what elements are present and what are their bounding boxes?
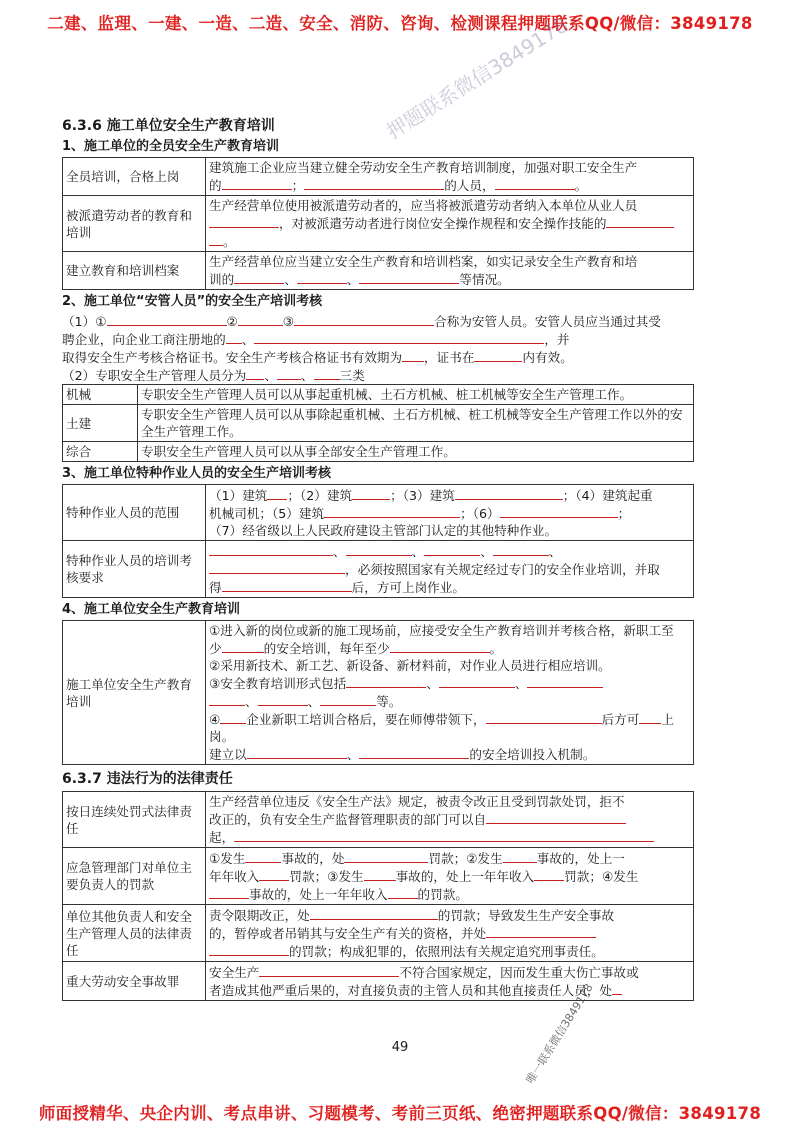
row-label: 被派遣劳动者的教育和培训 [63, 196, 206, 252]
document-page [62, 112, 694, 1001]
fill-blank [493, 542, 549, 556]
table-row [63, 485, 694, 541]
sub-4-title: 4、施工单位安全生产教育培训 [62, 602, 241, 617]
fill-blank [474, 348, 522, 362]
fill-blank [267, 486, 287, 500]
fill-blank [639, 710, 661, 724]
table-special-operators [62, 484, 694, 598]
fill-blank [209, 885, 249, 899]
fill-blank [352, 486, 390, 500]
fill-blank [234, 828, 654, 842]
fill-blank [344, 849, 428, 863]
table-legal-liability [62, 791, 694, 1001]
fill-blank [320, 692, 376, 706]
fill-blank [246, 366, 264, 380]
fill-blank [402, 348, 424, 362]
fill-blank [297, 270, 347, 284]
row-content: ①进入新的岗位或新的施工现场前，应接受安全生产教育培训并考核合格，新职工至 少 的安全培训，每年至少 。 ②采用新技术、新工艺、新设备、新材料前，对作业人员进行相应培训。 ③安全教育培训形式包括 、 、 、 、 等。 ④ 企业新职工培训合格后，要在师傅带领下， 后方可 上岗。 建立以 、 的安全培训投入机制。 [206, 621, 694, 765]
row-content: 生产经营单位使用被派遣劳动者的，应当将被派遣劳动者纳入本单位从业人员 ，对被派遣劳动者进行岗位安全操作规程和安全操作技能的 。 [206, 196, 694, 252]
section-637-title: 6.3.7 违法行为的法律责任 [62, 771, 233, 787]
table-row [63, 962, 694, 1001]
fill-blank [324, 504, 460, 518]
fill-blank [606, 214, 674, 228]
table-all-staff-training [62, 157, 694, 290]
paragraph: （1）① ② ③ 合称为安管人员。安管人员应当通过其受 [62, 314, 661, 329]
fill-blank [390, 639, 490, 653]
sub-3-title: 3、施工单位特种作业人员的安全生产培训考核 [62, 466, 332, 481]
fill-blank [612, 981, 622, 995]
row-content: 专职安全生产管理人员可以从事全部安全生产管理工作。 [138, 442, 694, 462]
paragraph: （2）专职安全生产管理人员分为 、 、 三类 [62, 368, 365, 383]
row-label: 单位其他负责人和安全生产管理人员的法律责任 [63, 905, 206, 962]
sub-2-title: 2、施工单位“安管人员”的安全生产培训考核 [62, 294, 323, 309]
fill-blank [534, 867, 564, 881]
row-label: 特种作业人员的范围 [63, 485, 206, 541]
row-content: 专职安全生产管理人员可以从事起重机械、土石方机械、桩工机械等安全生产管理工作。 [138, 385, 694, 405]
row-label: 土建 [63, 405, 138, 442]
fill-blank [209, 214, 279, 228]
fill-blank [226, 330, 242, 344]
fill-blank [209, 942, 289, 956]
fill-blank [455, 486, 563, 500]
fill-blank [346, 674, 426, 688]
fill-blank [346, 542, 412, 556]
row-content: 安全生产 不符合国家规定，因而发生重大伤亡事故或 者造成其他严重后果的，对直接负责的主管人员和其他直接责任人员，处 [206, 962, 694, 1001]
row-label: 机械 [63, 385, 138, 405]
table-row [63, 196, 694, 252]
fill-blank [245, 849, 281, 863]
row-label: 综合 [63, 442, 138, 462]
fill-blank [500, 504, 618, 518]
row-label: 重大劳动安全事故罪 [63, 962, 206, 1001]
fill-blank [258, 692, 308, 706]
table-row [63, 252, 694, 290]
fill-blank [107, 312, 227, 326]
fill-blank [310, 906, 438, 920]
row-label: 建立教育和培训档案 [63, 252, 206, 290]
row-label: 按日连续处罚式法律责任 [63, 792, 206, 848]
row-label: 应急管理部门对单位主要负责人的罚款 [63, 848, 206, 905]
fill-blank [259, 867, 289, 881]
fill-blank [254, 330, 544, 344]
fill-blank [220, 710, 246, 724]
table-row [63, 792, 694, 848]
sub-1-title: 1、施工单位的全员安全生产教育培训 [62, 139, 280, 154]
fill-blank [209, 560, 345, 574]
paragraph: 聘企业，向企业工商注册地的 、 ，并 [62, 332, 570, 347]
table-row [63, 905, 694, 962]
fill-blank [503, 849, 537, 863]
watermark-side: 唯一联系微信3849178 [523, 981, 596, 1086]
section-636-title: 6.3.6 施工单位安全生产教育培训 [62, 118, 275, 134]
row-content: 生产经营单位违反《安全生产法》规定，被责令改正且受到罚款处罚，拒不 改正的，负有安全生产监督管理职责的部门可以自 起， [206, 792, 694, 848]
table-safety-manager-types [62, 384, 694, 462]
fill-blank [259, 963, 399, 977]
fill-blank [486, 710, 602, 724]
fill-blank [209, 542, 333, 556]
row-label: 施工单位安全生产教育培训 [63, 621, 206, 765]
fill-blank [314, 366, 340, 380]
fill-blank [527, 674, 603, 688]
table-row [63, 385, 694, 405]
bottom-banner: 师面授精华、央企内训、考点串讲、习题模考、考前三页纸、绝密押题联系QQ/微信：3849178 [38, 1104, 762, 1123]
fill-blank [209, 692, 245, 706]
fill-blank [222, 639, 264, 653]
row-label: 特种作业人员的培训考核要求 [63, 541, 206, 598]
fill-blank [277, 366, 301, 380]
fill-blank [247, 745, 347, 759]
table-row [63, 158, 694, 196]
fill-blank [486, 810, 626, 824]
fill-blank [388, 885, 418, 899]
row-content: 责令限期改正，处 的罚款；导致发生生产安全事故 的，暂停或者吊销其与安全生产有关的资格，并处 的罚款；构成犯罪的，依照刑法有关规定追究刑事责任。 [206, 905, 694, 962]
paragraph: 取得安全生产考核合格证书。安全生产考核合格证书有效期为 ，证书在 内有效。 [62, 350, 573, 365]
fill-blank [209, 232, 223, 246]
top-banner: 二建、监理、一建、一造、二造、安全、消防、咨询、检测课程押题联系QQ/微信：3849178 [47, 14, 753, 33]
fill-blank [222, 578, 352, 592]
row-content: 、 、 、 、 ，必须按照国家有关规定经过专门的安全作业培训，并取 得 后，方可上岗作业。 [206, 541, 694, 598]
fill-blank [304, 176, 444, 190]
fill-blank [359, 270, 459, 284]
fill-blank [234, 270, 284, 284]
fill-blank [238, 312, 283, 326]
row-content: ①发生 事故的，处 罚款；②发生 事故的，处上一 年年收入 罚款；③发生 事故的，处上一年年收入 罚款；④发生 事故的，处上一年年收入 的罚款。 [206, 848, 694, 905]
fill-blank [495, 176, 575, 190]
row-content: 生产经营单位应当建立安全生产教育和培训档案，如实记录安全生产教育和培 训的 、 、 等情况。 [206, 252, 694, 290]
row-label: 全员培训，合格上岗 [63, 158, 206, 196]
fill-blank [486, 924, 596, 938]
table-row [63, 848, 694, 905]
row-content: 建筑施工企业应当建立健全劳动安全生产教育培训制度，加强对职工安全生产 的 ； 的人员， 。 [206, 158, 694, 196]
row-content: （1）建筑 ；（2）建筑 ；（3）建筑 ；（4）建筑起重 机械司机；（5）建筑 ；（6） ； （7）经省级以上人民政府建设主管部门认定的其他特种作业。 [206, 485, 694, 541]
row-content: 专职安全生产管理人员可以从事除起重机械、土石方机械、桩工机械等安全生产管理工作以外的安全生产管理工作。 [138, 405, 694, 442]
page-number: 49 [391, 1040, 409, 1055]
fill-blank [294, 312, 434, 326]
table-row [63, 442, 694, 462]
fill-blank [424, 542, 480, 556]
table-education-training [62, 620, 694, 765]
table-row [63, 405, 694, 442]
table-row [63, 541, 694, 598]
table-row [63, 621, 694, 765]
watermark: 押题联系微信3849178 [382, 12, 573, 144]
fill-blank [364, 867, 396, 881]
fill-blank [439, 674, 515, 688]
fill-blank [359, 745, 469, 759]
fill-blank [222, 176, 292, 190]
